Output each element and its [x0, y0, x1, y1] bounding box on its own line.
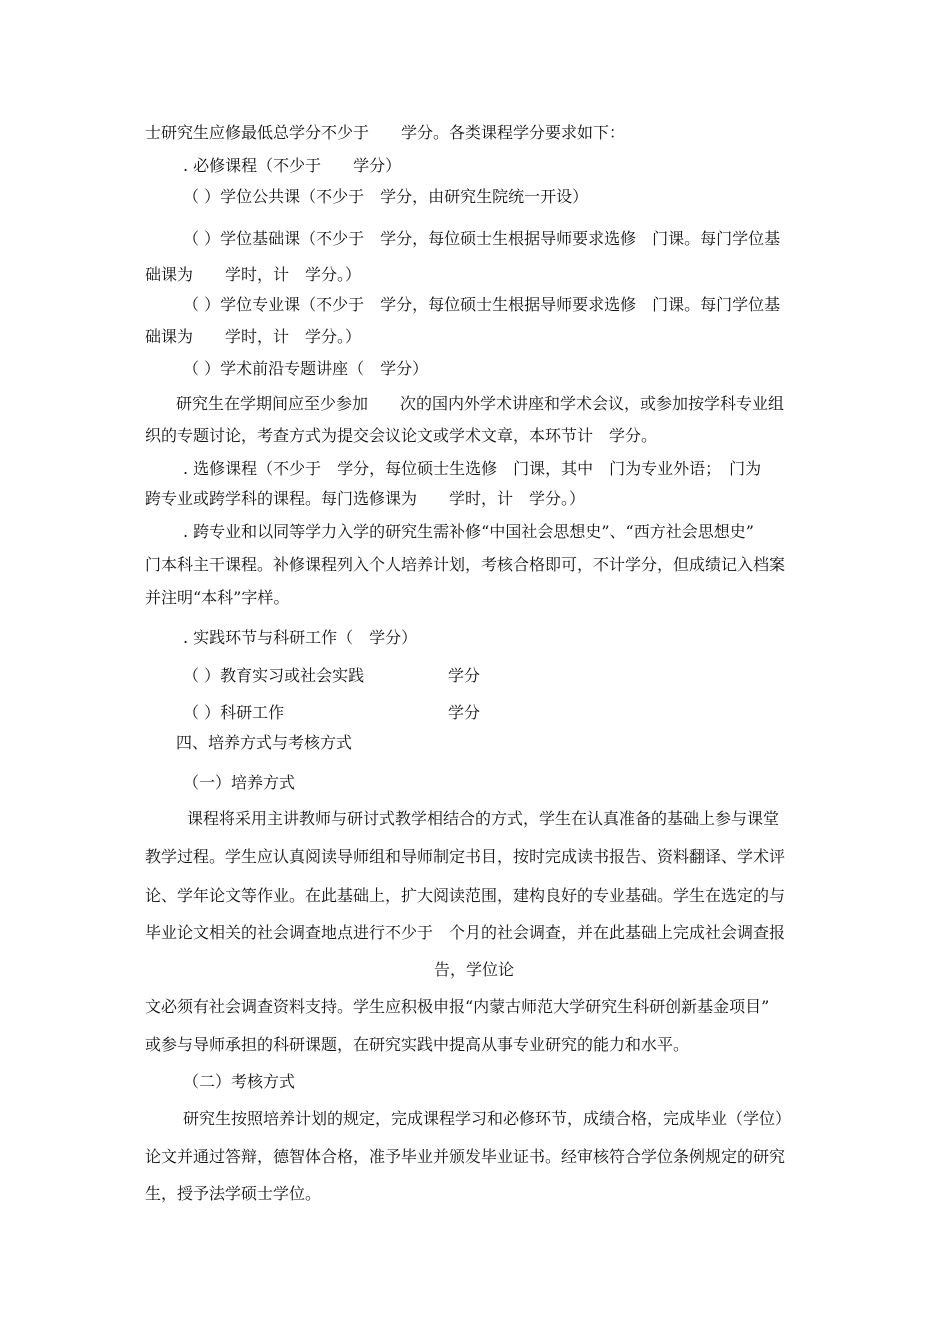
text-line: 教学过程。学生应认真阅读导师组和导师制定书目，按时完成读书报告、资料翻译、学术评 — [145, 847, 786, 866]
text-line: （ ）学位公共课（不少于 学分，由研究生院统一开设） — [183, 187, 589, 206]
text-line: （ ）学位专业课（不少于 学分，每位硕士生根据导师要求选修 门课。每门学位基 — [183, 295, 781, 314]
text-line: 告，学位论 — [434, 960, 515, 979]
text-line: 文必须有社会调查资料支持。学生应积极申报“内蒙古师范大学研究生科研创新基金项目” — [145, 997, 770, 1016]
text-line: . 必修课程（不少于 学分） — [183, 156, 402, 175]
text-line: 研究生按照培养计划的规定，完成课程学习和必修环节，成绩合格，完成毕业（学位） — [183, 1109, 792, 1128]
text-line: （ ）学位基础课（不少于 学分，每位硕士生根据导师要求选修 门课。每门学位基 — [183, 229, 781, 248]
text-line: 础课为 学时，计 学分。） — [145, 327, 362, 346]
text-line: 论文并通过答辩，德智体合格，准予毕业并颁发毕业证书。经审核符合学位条例规定的研究 — [145, 1147, 786, 1166]
text-line: 士研究生应修最低总学分不少于 学分。各类课程学分要求如下： — [145, 123, 626, 142]
text-line: （ ）教育实习或社会实践 — [183, 666, 365, 685]
text-line: 或参与导师承担的科研课题，在研究实践中提高从事专业研究的能力和水平。 — [145, 1035, 690, 1054]
text-line: 础课为 学时，计 学分。） — [145, 265, 362, 284]
text-line: 课程将采用主讲教师与研讨式教学相结合的方式，学生在认真准备的基础上参与课堂 — [187, 809, 780, 828]
text-line: . 选修课程（不少于 学分，每位硕士生选修 门课，其中 门为专业外语； 门为 — [183, 459, 762, 478]
text-line: （ ）科研工作 — [183, 703, 285, 722]
text-line: 门本科主干课程。补修课程列入个人培养计划，考核合格即可，不计学分，但成绩记入档案 — [145, 555, 786, 574]
text-line: 学分 — [448, 703, 481, 722]
text-line: . 跨专业和以同等学力入学的研究生需补修“中国社会思想史”、“西方社会思想史” — [183, 522, 754, 541]
text-line: 毕业论文相关的社会调查地点进行不少于 个月的社会调查，并在此基础上完成社会调查报 — [145, 923, 786, 942]
text-line: 生，授予法学硕士学位。 — [145, 1184, 322, 1203]
text-line: 跨专业或跨学科的课程。每门选修课为 学时，计 学分。） — [145, 489, 586, 508]
text-line: （ ）学术前沿专题讲座（ 学分） — [183, 359, 429, 378]
text-line: 学分 — [448, 666, 481, 685]
subsection-heading: （一）培养方式 — [183, 773, 296, 792]
text-line: 并注明“本科”字样。 — [145, 588, 290, 607]
section-heading: 四、培养方式与考核方式 — [176, 733, 353, 752]
text-line: 研究生在学期间应至少参加 次的国内外学术讲座和学术会议，或参加按学科专业组 — [176, 394, 785, 413]
text-line: . 实践环节与科研工作（ 学分） — [183, 628, 418, 647]
subsection-heading: （二）考核方式 — [183, 1072, 296, 1091]
text-line: 论、学年论文等作业。在此基础上，扩大阅读范围，建构良好的专业基础。学生在选定的与 — [145, 886, 786, 905]
text-line: 织的专题讨论，考查方式为提交会议论文或学术文章，本环节计 学分。 — [145, 426, 658, 445]
